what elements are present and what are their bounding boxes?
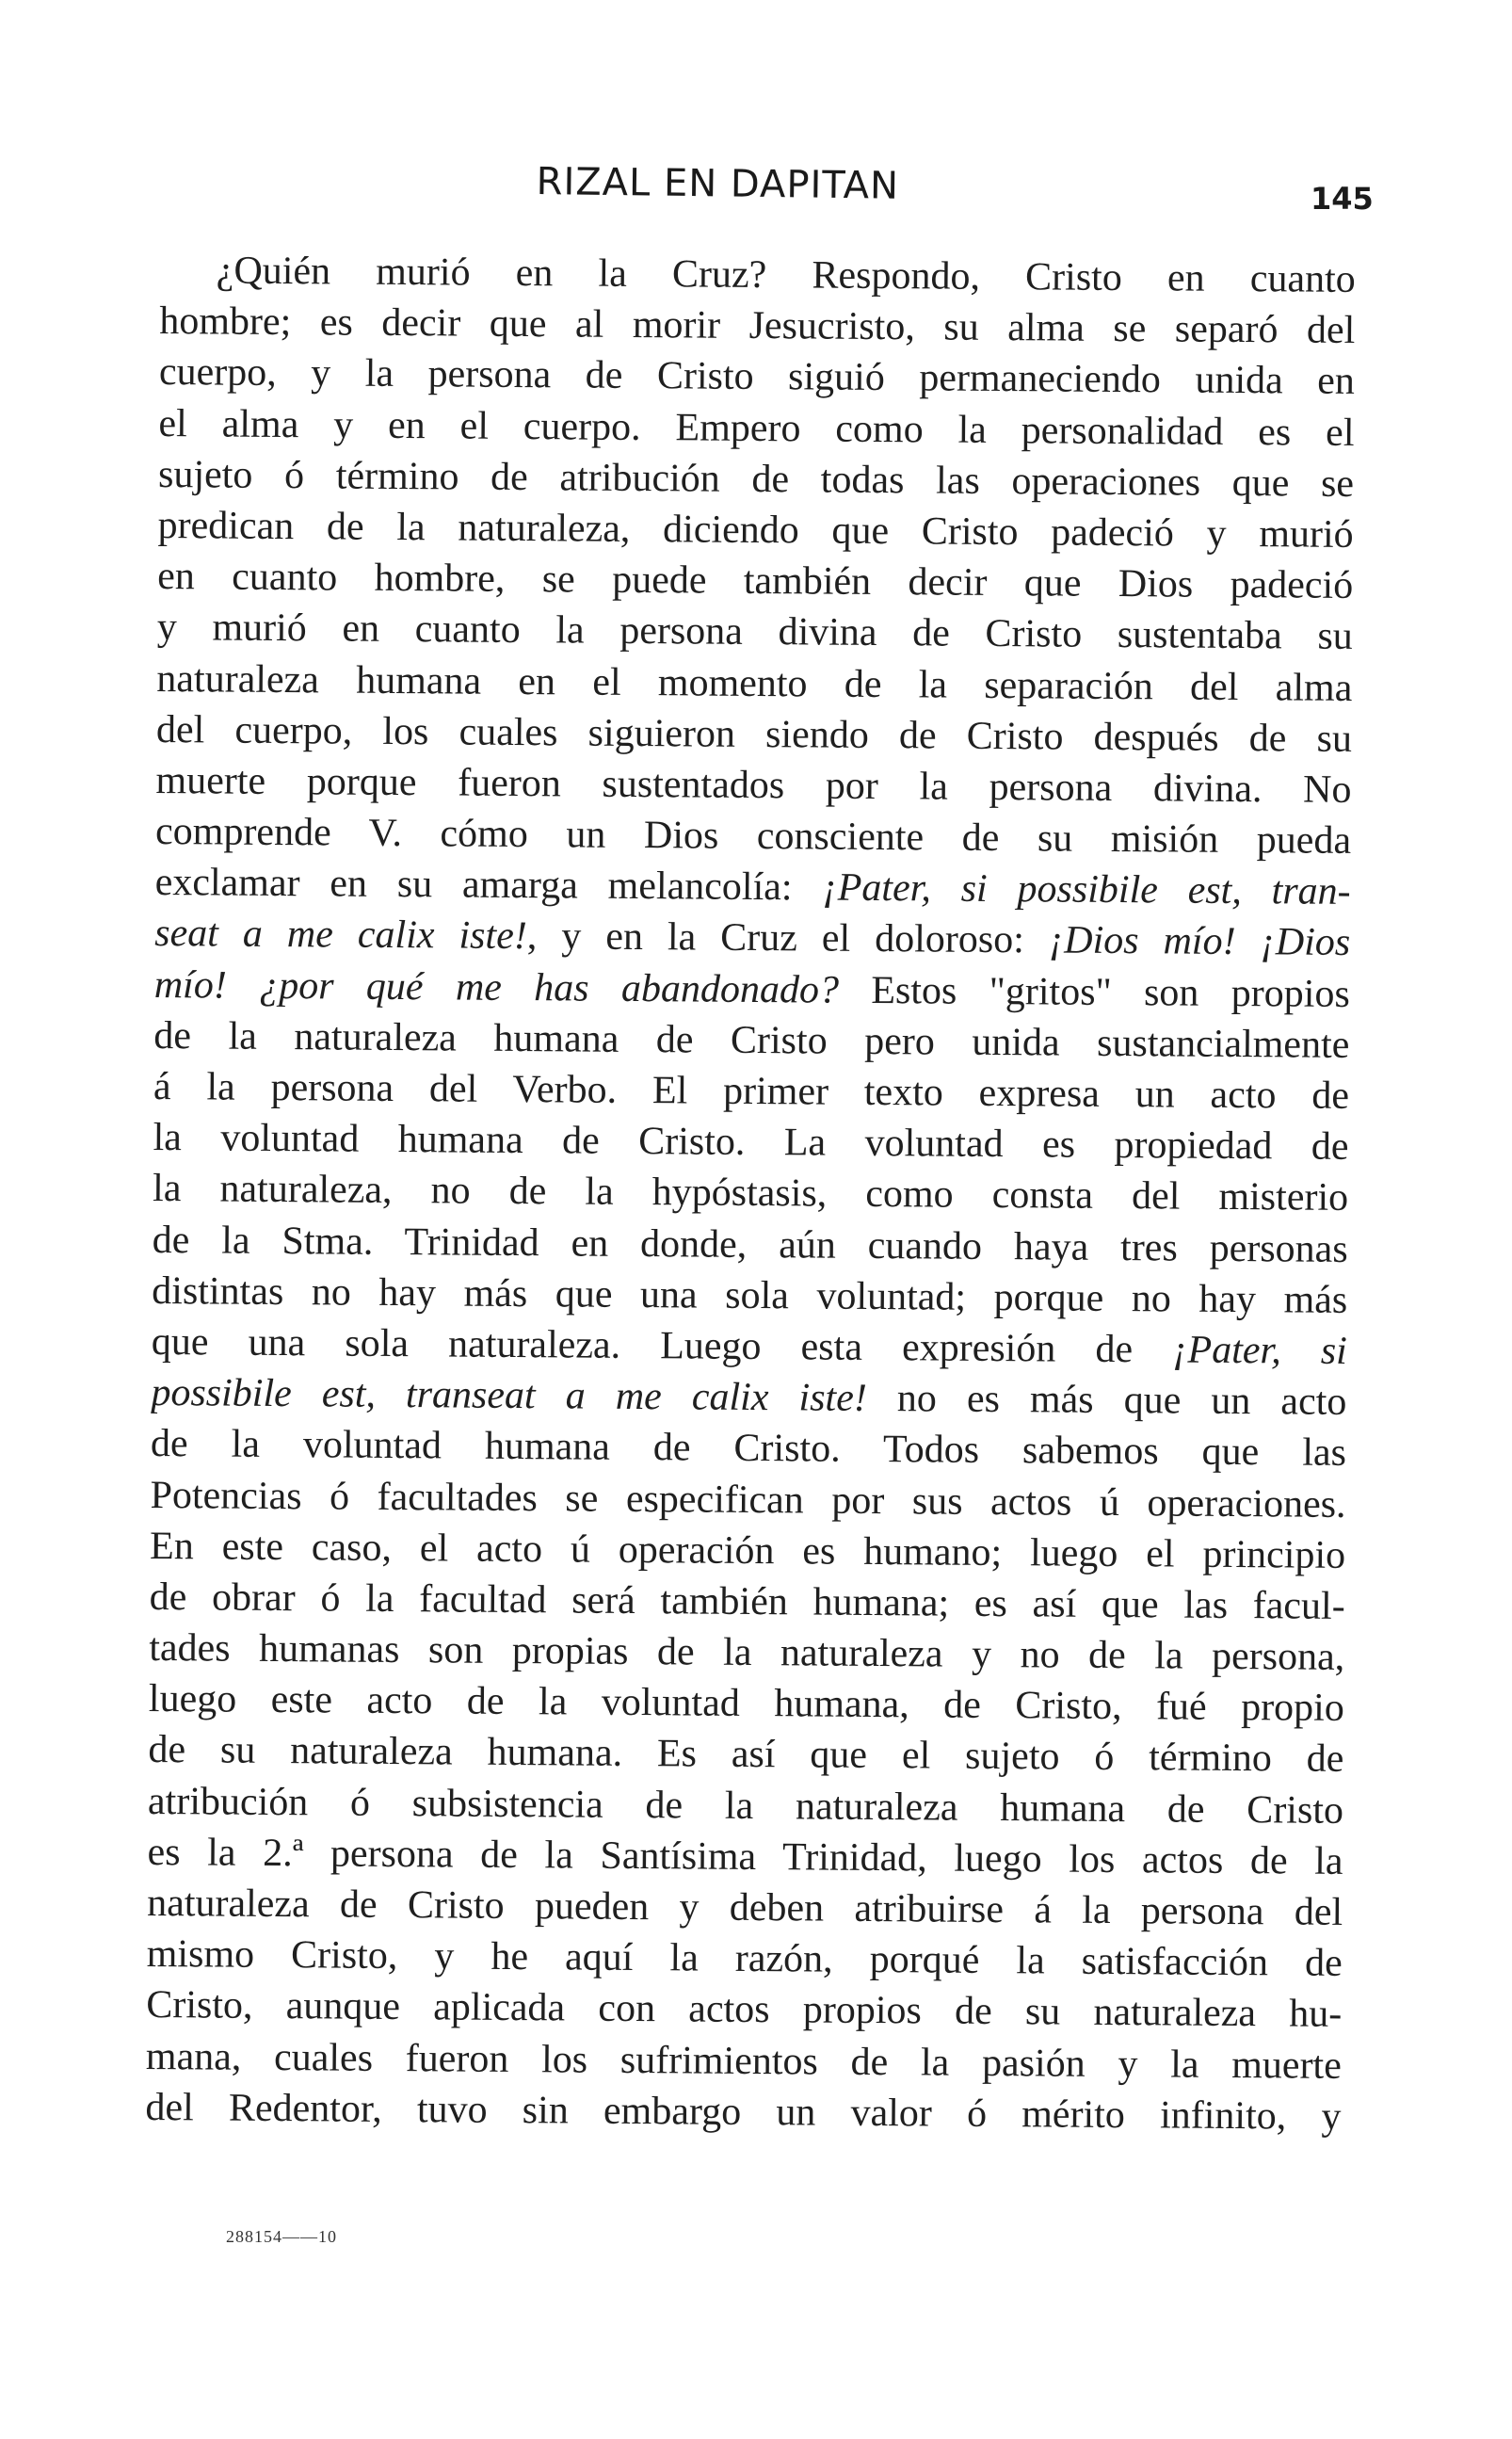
text-line: en cuanto hombre, se puede también decir que Dios padeció (157, 555, 1354, 608)
latin-quote: possibile est, transeat a me calix iste! (151, 1371, 867, 1421)
text-line: la naturaleza, no de la hypóstasis, como consta del misterio (152, 1167, 1349, 1220)
text-line: del Redentor, tuvo sin embargo un valor ó mérito infinito, y (145, 2085, 1342, 2139)
text-line: luego este acto de la voluntad humana, de Cristo, fué propio (148, 1677, 1345, 1731)
text-line: naturaleza humana en el momento de la separación del alma (156, 656, 1353, 710)
spanish-quote: mío! ¿por qué me has abandonado? (153, 962, 840, 1012)
text-line: del cuerpo, los cuales siguieron siendo de Cristo después de su (155, 707, 1353, 761)
text-line: es la 2.ª persona de la Santísima Trinidad, luego los actos de la (147, 1830, 1343, 1883)
text-line: de la Stma. Trinidad en donde, aún cuando haya tres personas (152, 1218, 1348, 1271)
text-line (151, 1367, 1346, 1428)
text-line: predican de la naturaleza, diciendo que Cristo padeció y murió (157, 503, 1354, 557)
text-line: mismo Cristo, y he aquí la razón, porqué la satisfacción de (146, 1932, 1343, 1986)
text-line: de su naturaleza humana. Es así que el sujeto ó término de (148, 1728, 1344, 1782)
text-line: hombre; es decir que al morir Jesucristo, su alma se separó del (159, 299, 1356, 353)
text-line: muerte porque fueron sustentados por la persona divina. No (155, 758, 1352, 812)
text-line (154, 960, 1350, 1020)
text-line (152, 1316, 1347, 1377)
latin-quote: seat a me calix iste! (154, 912, 527, 959)
text-line: ¿Quién murió en la Cruz? Respondo, Cristo en cuanto (216, 249, 1356, 301)
text-line: mana, cuales fueron los sufrimientos de la pasión y la muerte (145, 2034, 1343, 2088)
text-line: Cristo, aunque aplicada con actos propios de su naturaleza hu- (146, 1983, 1343, 2037)
body-text (145, 245, 1356, 2142)
text-run: que una sola naturaleza. Luego esta expresión de (151, 1319, 1173, 1372)
text-line: el alma y en el cuerpo. Empero como la personalidad es el (158, 401, 1355, 455)
latin-quote: ¡Pater, si possibile est, tran- (822, 865, 1351, 914)
text-run: no es más que un acto (866, 1377, 1347, 1425)
text-line: tades humanas son propias de la naturaleza y no de la persona, (149, 1626, 1345, 1679)
text-line: la voluntad humana de Cristo. La voluntad es propiedad de (153, 1116, 1349, 1170)
text-line: de la voluntad humana de Cristo. Todos sabemos que las (150, 1422, 1347, 1476)
text-run: exclamar en su amarga melancolía: (154, 861, 823, 910)
latin-quote: ¡Pater, si (1172, 1328, 1347, 1373)
text-line (154, 857, 1350, 917)
text-line: sujeto ó término de atribución de todas las operaciones que se (157, 452, 1355, 506)
text-line: y murió en cuanto la persona divina de Cristo sustentaba su (156, 606, 1353, 659)
text-line: comprende V. cómo un Dios consciente de su misión pueda (154, 810, 1352, 864)
text-line: de obrar ó la facultad será también humana; es así que las facul- (149, 1575, 1345, 1628)
text-line: naturaleza de Cristo pueden y deben atribuirse á la persona del (146, 1881, 1343, 1934)
running-title: RIZAL EN DAPITAN (536, 160, 900, 208)
text-line: distintas no hay más que una sola voluntad; porque no hay más (152, 1268, 1348, 1322)
page-number: 145 (1311, 181, 1374, 217)
text-line: de la naturaleza humana de Cristo pero unida sustancialmente (153, 1013, 1350, 1067)
spanish-quote: ¡Dios mío! ¡Dios (1048, 918, 1351, 965)
text-line: En este caso, el acto ú operación es humano; luego el principio (149, 1524, 1346, 1577)
text-line: á la persona del Verbo. El primer texto expresa un acto de (153, 1064, 1350, 1118)
text-line (154, 908, 1350, 968)
text-run: Estos "gritos" son propios (838, 968, 1350, 1016)
text-line: cuerpo, y la persona de Cristo siguió permaneciendo unida en (158, 350, 1356, 404)
text-line: Potencias ó facultades se especifican por sus actos ú operaciones. (150, 1473, 1346, 1526)
printer-signature-mark: 288154——10 (226, 2227, 337, 2246)
text-line: atribución ó subsistencia de la naturaleza humana de Cristo (147, 1779, 1344, 1833)
text-run: , y en la Cruz el doloroso: (526, 914, 1050, 962)
